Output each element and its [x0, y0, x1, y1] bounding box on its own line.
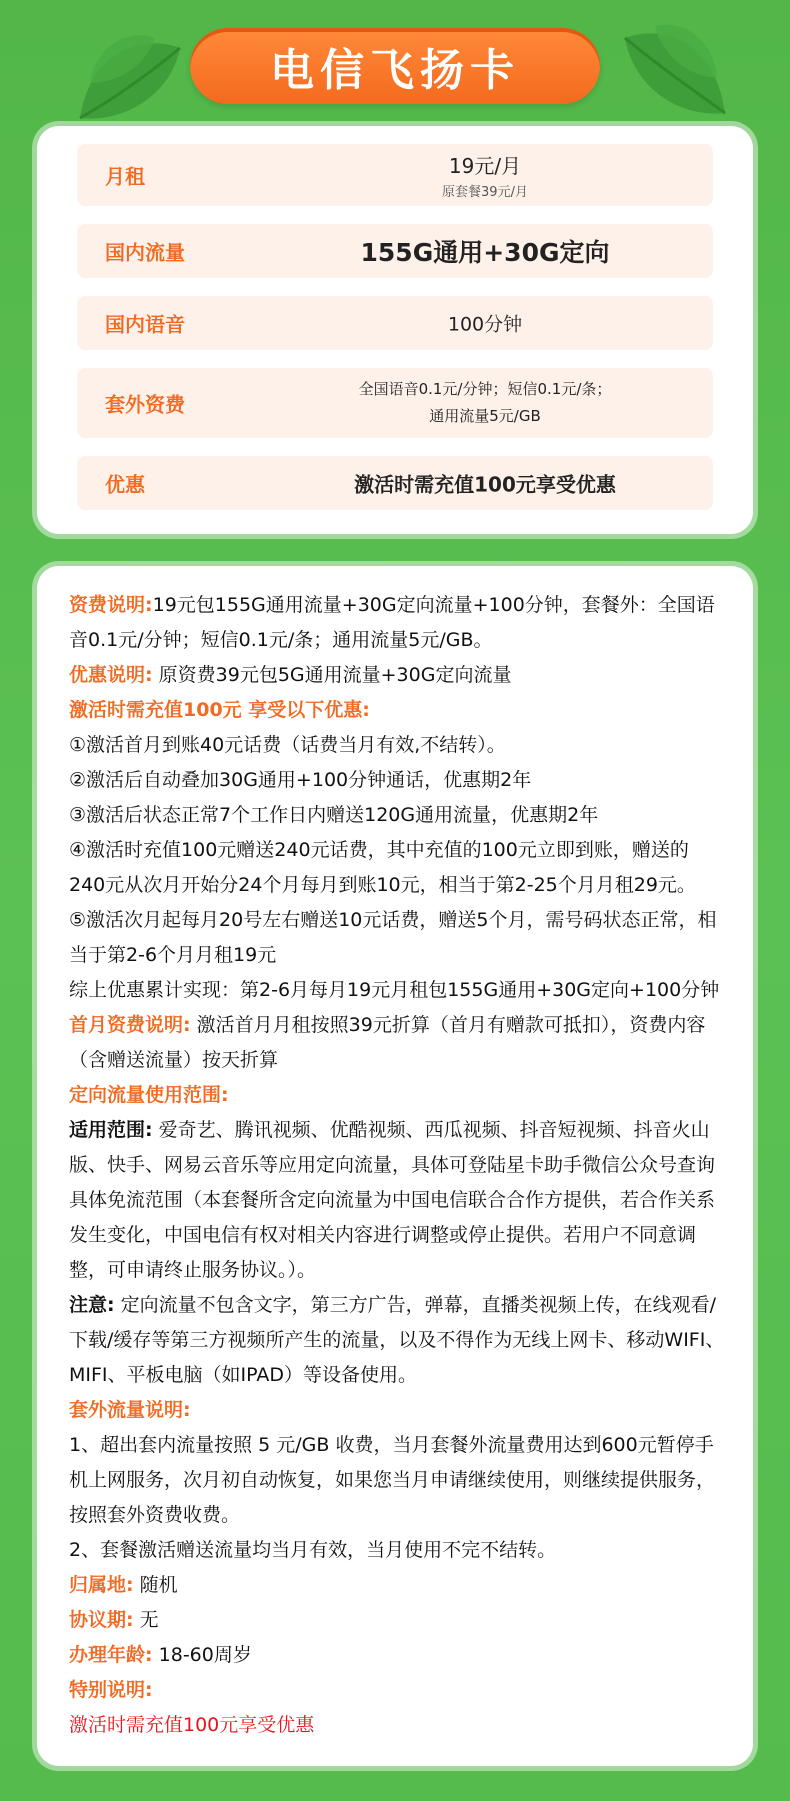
age-info: 办理年龄: 18-60周岁	[69, 1644, 252, 1666]
row-label: 月租	[105, 164, 145, 189]
row-overage-fee	[77, 368, 713, 438]
details-content	[69, 588, 725, 1743]
scope-description: 适用范围: 爱奇艺、腾讯视频、优酷视频、西瓜视频、抖音短视频、抖音火山版、快手、网易云音乐等应用定向流量，具体可登陆星卡助手微信公众号查询具体免流范围（本套餐所含定向流量为中国电信联合合作方提供，若合作关系发生变化，中国电信有权对相关内容进行调整或停止提供。若用户不同意调整，可申请终止服务协议。）。	[69, 1119, 716, 1281]
overage-item-1: 1、超出套内流量按照 5 元/GB 收费，当月套餐外流量费用达到600元暂停手机上网服务，次月初自动恢复，如果您当月申请继续使用，则继续提供服务，按照套外资费收费。	[69, 1434, 716, 1526]
row-label: 国内语音	[105, 312, 185, 337]
title-banner	[190, 28, 600, 104]
row-label: 国内流量	[105, 240, 185, 265]
location-info: 归属地: 随机	[69, 1574, 178, 1596]
offer-summary: 综上优惠累计实现：第2-6月每月19元月租包155G通用+30G定向+100分钟	[69, 979, 720, 1001]
special-heading: 特别说明:	[69, 1679, 153, 1701]
offer-item-4: ④激活时充值100元赠送240元话费，其中充值的100元立即到账，赠送的240元从次月开始分24个月每月到账10元，相当于第2-25个月月租29元。	[69, 839, 696, 896]
contract-info: 协议期: 无	[69, 1609, 159, 1631]
plan-summary-card	[37, 126, 753, 534]
row-label: 套外资费	[105, 392, 185, 417]
special-text: 激活时需充值100元享受优惠	[69, 1714, 315, 1736]
data-value: 155G通用+30G定向	[360, 238, 610, 267]
offer-item-3: ③激活后状态正常7个工作日内赠送120G通用流量，优惠期2年	[69, 804, 599, 826]
original-fee-value: 原套餐39元/月	[442, 185, 528, 200]
scope-heading: 定向流量使用范围:	[69, 1084, 229, 1106]
first-month-description: 首月资费说明: 激活首月月租按照39元折算（首月有赠款可抵扣），资费内容（含赠送流量）按天折算	[69, 1014, 706, 1071]
promo-description: 优惠说明: 原资费39元包5G通用流量+30G定向流量	[69, 664, 512, 686]
overage-item-2: 2、套餐激活赠送流量均当月有效，当月使用不完不结转。	[69, 1539, 557, 1561]
offer-item-5: ⑤激活次月起每月20号左右赠送10元话费，赠送5个月，需号码状态正常，相当于第2-6个月月租19元	[69, 909, 717, 966]
offer-item-2: ②激活后自动叠加30G通用+100分钟通话，优惠期2年	[69, 769, 532, 791]
overage-heading: 套外流量说明:	[69, 1399, 191, 1421]
page-title: 电信飞扬卡	[270, 45, 520, 96]
plan-details-card	[37, 566, 753, 1766]
overage-line-1: 全国语音0.1元/分钟；短信0.1元/条；	[358, 380, 612, 398]
monthly-fee-value: 19元/月	[448, 154, 522, 178]
activate-heading: 激活时需充值100元 享受以下优惠:	[69, 699, 370, 721]
offer-item-1: ①激活首月到账40元话费（话费当月有效,不结转）。	[69, 734, 506, 756]
note-description: 注意: 定向流量不包含文字，第三方广告，弹幕，直播类视频上传，在线观看/下载/缓存等第三方视频所产生的流量，以及不得作为无线上网卡、移动WIFI、MIFI、平板电脑（如IPAD）等设备使用。	[69, 1294, 725, 1386]
row-discount	[77, 456, 713, 510]
discount-value: 激活时需充值100元享受优惠	[354, 472, 616, 497]
row-monthly-fee	[77, 144, 713, 206]
left-leaf-icon	[70, 28, 190, 138]
row-label: 优惠	[105, 472, 145, 497]
overage-line-2: 通用流量5元/GB	[429, 407, 541, 425]
row-domestic-data	[77, 224, 713, 278]
row-domestic-voice	[77, 296, 713, 350]
fee-description: 资费说明:19元包155G通用流量+30G定向流量+100分钟，套餐外：全国语音0.1元/分钟；短信0.1元/条；通用流量5元/GB。	[69, 594, 715, 651]
right-leaf-icon	[615, 18, 735, 133]
voice-value: 100分钟	[447, 313, 523, 336]
